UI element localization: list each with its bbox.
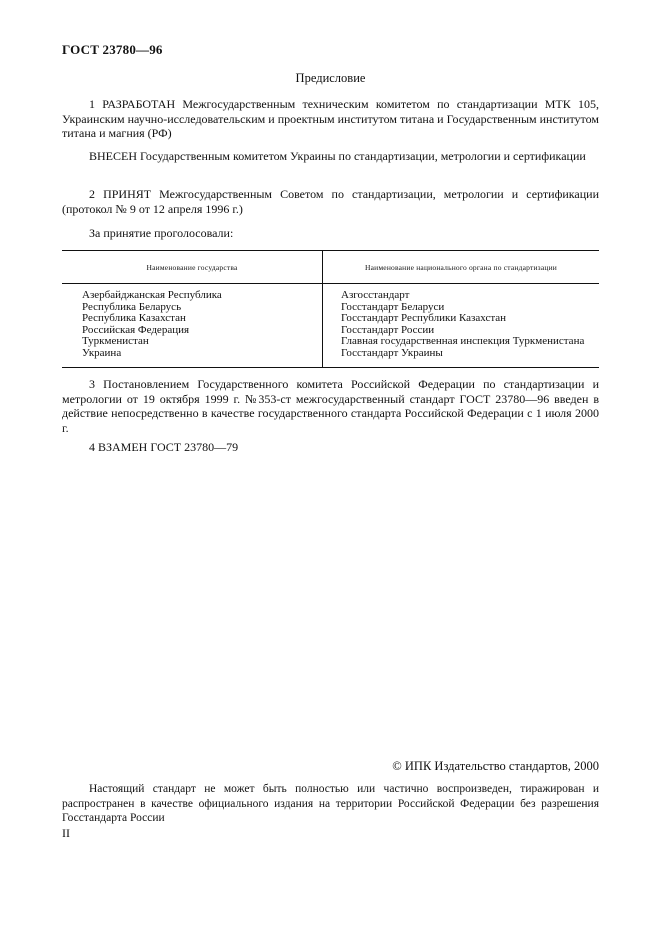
- section-title: Предисловие: [295, 71, 366, 85]
- paragraph-developed: 1 РАЗРАБОТАН Межгосударственным техническим комитетом по стандартизации МТК 105, Украинским научно-исследовательским и проектным институтом титана и Государственным институтом титана и магния (РФ): [62, 97, 599, 140]
- standard-code: ГОСТ 23780—96: [62, 42, 163, 57]
- paragraph-adopted: 2 ПРИНЯТ Межгосударственным Советом по стандартизации, метрологии и сертификации (протокол № 9 от 12 апреля 1996 г.): [62, 187, 599, 216]
- state-name: Республика Беларусь: [82, 300, 182, 313]
- state-name: Туркменистан: [82, 335, 149, 347]
- state-name: Российская Федерация: [82, 323, 190, 336]
- column-header-body: Наименование национального органа по стандартизации: [323, 251, 600, 284]
- standards-body-name: Госстандарт Республики Казахстан: [341, 312, 507, 324]
- standards-body-name: Госстандарт России: [341, 323, 435, 336]
- paragraph-voted: За принятие проголосовали:: [89, 226, 234, 240]
- voting-states-table: [62, 250, 599, 368]
- standards-body-name: Госстандарт Украины: [341, 346, 443, 359]
- bodies-cell: [323, 284, 600, 368]
- column-header-state: Наименование государства: [62, 251, 323, 284]
- reproduction-notice: Настоящий стандарт не может быть полностью или частично воспроизведен, тиражирован и распространен в качестве официального издания на территории Российской Федерации без разрешения Госстандарта России: [62, 783, 599, 824]
- standards-body-name: Госстандарт Беларуси: [341, 300, 445, 313]
- page-number: II: [62, 826, 70, 840]
- states-cell: [62, 284, 323, 368]
- state-name: Азербайджанская Республика: [82, 289, 222, 301]
- state-name: Республика Казахстан: [82, 312, 186, 324]
- paragraph-enacted: 3 Постановлением Государственного комитета Российской Федерации по стандартизации и метрологии от 19 октября 1999 г. №353-ст межгосударственный стандарт ГОСТ 23780—96 введен в действие непосредственно в качестве государственного стандарта Российской Федерации с 1 июля 2000 г.: [62, 377, 599, 435]
- standards-body-name: Главная государственная инспекция Туркменистана: [341, 335, 585, 347]
- table-row: [62, 284, 599, 368]
- paragraph-introduced: ВНЕСЕН Государственным комитетом Украины по стандартизации, метрологии и сертификации: [89, 149, 586, 163]
- standards-body-name: Азгосстандарт: [341, 289, 410, 301]
- paragraph-replaces: 4 ВЗАМЕН ГОСТ 23780—79: [89, 440, 239, 454]
- copyright-notice: © ИПК Издательство стандартов, 2000: [392, 759, 599, 773]
- state-name: Украина: [82, 346, 122, 359]
- table-header-row: [62, 251, 599, 284]
